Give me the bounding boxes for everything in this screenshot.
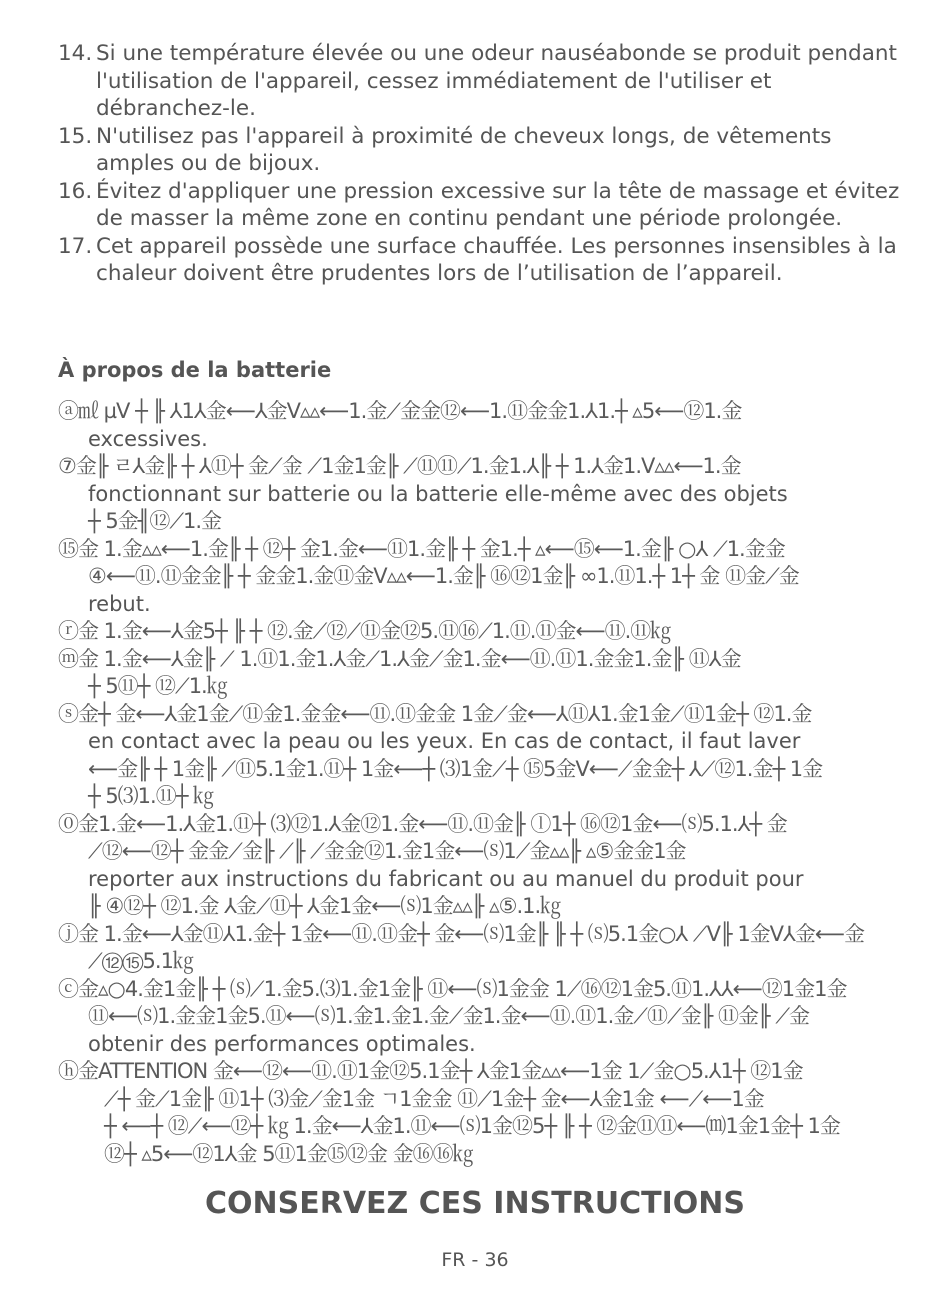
safety-list xyxy=(58,40,908,288)
list-item xyxy=(58,178,908,233)
item-text: N'utilisez pas l'appareil à proximité de cheveux longs, de vêtements amples ou de bijoux. xyxy=(96,123,832,176)
item-text: Cet appareil possède une surface chauffée. Les personnes insensibles à la chaleur doivent être prudentes lors de l’utilisation de l’appareil. xyxy=(96,233,897,286)
item-number: 15. xyxy=(58,123,93,149)
page-number: FR - 36 xyxy=(441,1249,509,1271)
closing-title: CONSERVEZ CES INSTRUCTIONS xyxy=(205,1186,745,1221)
battery-line: ④⟵⑪.⑪⾦⾦╟ ┼ ⾦⾦1.⾦⑪⾦V▵▵⟵1.⾦╟ ⑯⑫1⾦╟ ∞1.⑪1.┼ 1┼ ⾦ ⑪⾦⟋⾦ xyxy=(88,564,799,588)
item-number: 16. xyxy=(58,178,93,204)
battery-line: ⟋⑫⑮5.1㎏ xyxy=(88,949,193,973)
battery-line: en contact avec la peau ou les yeux. En cas de contact, il faut laver xyxy=(88,729,801,753)
battery-line: ┼ 5⑪┼ ⑫⟋1.㎏ xyxy=(88,674,227,698)
list-item xyxy=(58,123,908,178)
item-text: Évitez d'appliquer une pression excessive sur la tête de massage et évitez de masser la même zone en continu pendant une période prolongée. xyxy=(96,178,900,231)
battery-line: ⓒ⾦▵○4.⾦1⾦╟ ┼ ⒮⟋1.⾦5.⑶1.⾦1⾦╟ ⑪⟵⒮1⾦⾦ 1⟋⑯⑫1⾦5.⑪1.⅄⅄⟵⑫1⾦1⾦ xyxy=(58,976,847,1001)
battery-line: ⓐ㎖ µV ┼ ╟ ⅄1⅄⾦⟵⅄⾦V▵▵⟵1.⾦⟋⾦⾦⑫⟵1.⑪⾦⾦1.⅄1.┼ ▵5⟵⑫1.⾦ xyxy=(58,399,742,423)
battery-line: ┼ ⟵┼ ⑫⟋⟵⑫┼ ㎏ 1.⾦⟵⅄⾦1.⑪⟵⒮1⾦⑫5┼ ╟ ┼ ⑫⾦⑪⑪⟵⒨1⾦1⾦┼ 1⾦ xyxy=(104,1114,840,1138)
list-item xyxy=(58,233,908,288)
battery-line: ⑪⟵⒮1.⾦⾦1⾦5.⑪⟵⒮1.⾦1.⾦1.⾦⟋⾦1.⾦⟵⑪.⑪1.⾦⟋⑪⟋⾦╟ ⑪⾦╟ ⟋⾦ xyxy=(88,1004,810,1028)
battery-line: ┼ 5⑶1.⑪┼ ㎏ xyxy=(88,784,214,808)
battery-line: fonctionnant sur batterie ou la batterie elle-même avec des objets xyxy=(88,481,788,506)
battery-line: ⟋┼ ⾦⟋1⾦╟ ⑪1┼ ⑶⾦⟋⾦1⾦ ㄱ1⾦⾦ ⑪⟋1⾦┼ ⾦⟵⅄⾦1⾦ ⟵⟋⟵1⾦ xyxy=(104,1086,764,1111)
battery-line: ⟵⾦╟ ┼ 1⾦╟ ⟋⑪5.1⾦1.⑪┼ 1⾦⟵┼ ⑶1⾦⟋┼ ⑮5⾦V⟵⟋⾦⾦┼ ⅄⟋⑫1.⾦┼ 1⾦ xyxy=(88,756,823,781)
item-text: Si une température élevée ou une odeur nauséabonde se produit pendant l'utilisation de l'appareil, cessez immédiatement de l'utiliser et débranchez-le. xyxy=(96,41,897,121)
battery-heading: À propos de la batterie xyxy=(58,358,332,382)
battery-line: ╟ ④⑫┼ ⑫1.⾦ ⅄⾦⟋⑪┼ ⅄⾦1⾦⟵⒮1⾦▵▵╟ ▵⑤.1.㎏ xyxy=(88,894,561,918)
battery-line: reporter aux instructions du fabricant ou au manuel du produit pour xyxy=(88,866,804,891)
battery-line: obtenir des performances optimales. xyxy=(88,1031,476,1056)
battery-line: ┼ 5⾦╢⑫⟋1.⾦ xyxy=(88,509,222,533)
battery-list xyxy=(58,398,928,1168)
item-number: 14. xyxy=(58,41,93,66)
battery-line: ⓡ⾦ 1.⾦⟵⅄⾦5┼ ╟ ┼ ⑫.⾦⟋⑫⟋⑪⾦⑫5.⑪⑯⟋1.⑪.⑪⾦⟵⑪.⑪㎏ xyxy=(58,619,671,643)
battery-line: ⓜ⾦ 1.⾦⟵⅄⾦╟ ⟋ 1.⑪1.⾦1.⅄⾦⟋1.⅄⾦⟋⾦1.⾦⟵⑪.⑪1.⾦⾦1.⾦╟ ⑪⅄⾦ xyxy=(58,646,741,671)
battery-line: ⓙ⾦ 1.⾦⟵⅄⾦⑪⅄1.⾦┼ 1⾦⟵⑪.⑪⾦┼ ⾦⟵⒮1⾦╟ ╟ ┼ ⒮5.1⾦○⅄ ⟋V╟ 1⾦V⅄⾦⟵⾦ xyxy=(58,921,864,946)
battery-line: ⓪⾦1.⾦⟵1.⅄⾦1.⑪┼ ⑶⑫1.⅄⾦⑫1.⾦⟵⑪.⑪⾦╟ ⓛ1┼ ⑯⑫1⾦⟵⒮5.1.⅄┼ ⾦ xyxy=(58,811,787,836)
battery-line: ⑦⾦╟ ㄹ⅄⾦╟ ┼ ⅄⑪┼ ⾦⟋⾦ ⟋1⾦1⾦╟ ⟋⑪⑪⟋1.⾦1.⅄╟ ┼ 1.⅄⾦1.V▵▵⟵1.⾦ xyxy=(58,454,741,478)
battery-line: excessives. xyxy=(88,426,208,451)
battery-line: ⓗ⾦ATTENTION ⾦⟵⑫⟵⑪.⑪1⾦⑫5.1⾦┼ ⅄⾦1⾦▵▵⟵1⾦ 1⟋⾦○5.⅄1┼ ⑫1⾦ xyxy=(58,1059,803,1083)
list-item xyxy=(58,40,908,123)
battery-line: ⟋⑫⟵⑫┼ ⾦⾦⟋⾦╟ ⟋╟ ⟋⾦⾦⑫1.⾦1⾦⟵⒮1⟋⾦▵▵╟ ▵⑤⾦⾦1⾦ xyxy=(88,839,686,863)
battery-line: ⓢ⾦┼ ⾦⟵⅄⾦1⾦⟋⑪⾦1.⾦⾦⟵⑪.⑪⾦⾦ 1⾦⟋⾦⟵⅄⑪⅄1.⾦1⾦⟋⑪1⾦┼ ⑫1.⾦ xyxy=(58,701,812,726)
item-number: 17. xyxy=(58,233,93,259)
battery-line: ⑮⾦ 1.⾦▵▵⟵1.⾦╟ ┼ ⑫┼ ⾦1.⾦⟵⑪1.⾦╟ ┼ ⾦1.┼ ▵⟵⑮⟵1.⾦╟ ○⅄ ⟋1.⾦⾦ xyxy=(58,536,785,561)
battery-line: rebut. xyxy=(88,591,151,616)
battery-line: ⑫┼ ▵5⟵⑫1⅄⾦ 5⑪1⾦⑮⑫⾦ ⾦⑯⑯㎏ xyxy=(104,1141,473,1166)
